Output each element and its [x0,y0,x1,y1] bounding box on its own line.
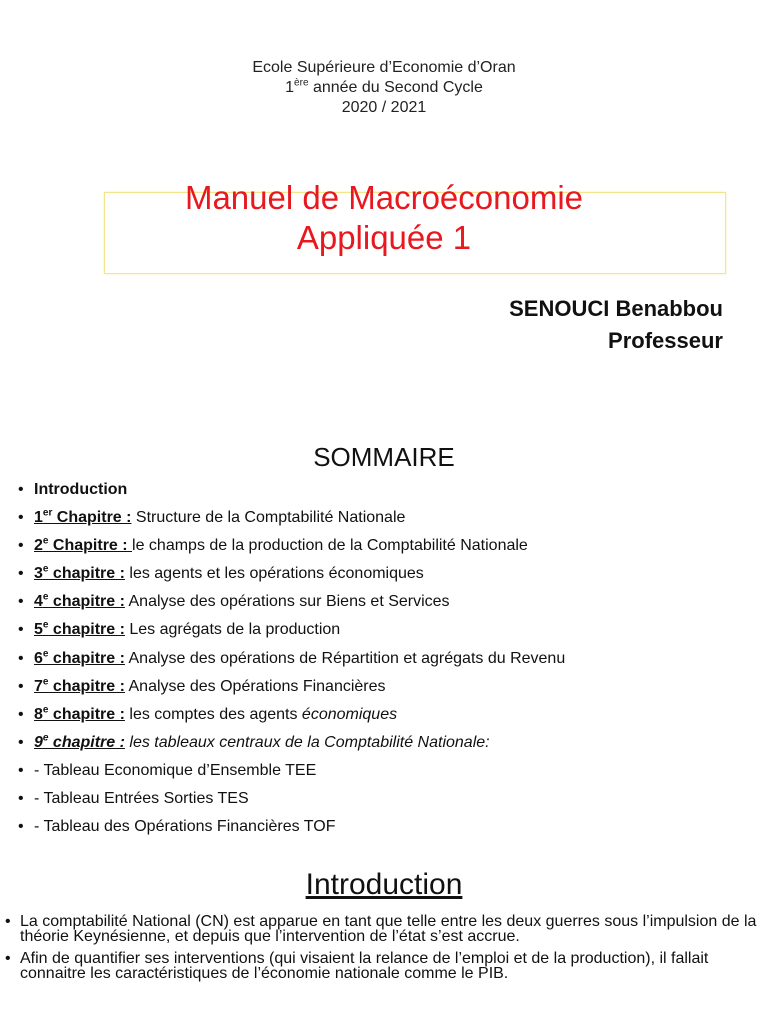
title-line-2: Appliquée 1 [296,219,472,256]
chapter-title: le champs de la production de la Comptabilité Nationale [132,537,528,555]
chapter-title: les comptes des agents [124,705,302,723]
chapter-label: 5e chapitre : [34,620,125,639]
title-line-1: Manuel de Macroéconomie [184,179,584,216]
study-year: 1ère année du Second Cycle [285,77,483,96]
author-block [509,293,723,357]
chapter-label: 2e Chapitre : [34,535,133,555]
chapter-title: les tableaux centraux de la Comptabilité Nationale: [124,733,490,751]
toc-item-chapter-7 [0,673,760,701]
intro-bullet: • La comptabilité National (CN) est apparue en tant que telle entre les deux guerres sous l’impulsion de la théorie Keynésienne, et depuis que l’intervention de l’état s’est accrue. [0,914,768,944]
introduction-title: Introduction [305,868,463,901]
toc-item-chapter-9 [0,729,760,757]
toc-item-chapter-8 [0,701,760,729]
chapter-label: 1er Chapitre : [34,507,132,527]
chapter-title-italic: économiques [301,705,398,723]
toc-item-table: • - Tableau Entrées Sorties TES [0,785,760,813]
chapter-title: les agents et les opérations économiques [124,565,424,583]
chapter-title: Analyse des Opérations Financières [124,677,386,695]
title-slide [0,0,768,420]
toc-item-chapter-4 [0,588,760,616]
document-title [0,178,768,258]
toc-item-chapter-2 [0,532,760,560]
toc-item-chapter-6 [0,645,760,673]
author-name: SENOUCI Benabbou [509,296,723,321]
toc-item-chapter-3 [0,560,760,588]
toc-item-chapter-5 [0,616,760,644]
toc-item-chapter-1 [0,504,760,532]
toc-item-table: • - Tableau Economique d’Ensemble TEE [0,757,760,785]
chapter-title: Analyse des opérations de Répartition et agrégats du Revenu [124,649,566,667]
school-name: Ecole Supérieure d’Economie d’Oran [252,59,516,76]
toc-item-introduction: • Introduction [0,476,760,504]
chapter-label: 8e chapitre : [34,704,125,723]
introduction-slide [0,862,768,1024]
summary-list [0,476,760,841]
toc-item-table: • - Tableau des Opérations Financières TOF [0,813,760,841]
chapter-label: 7e chapitre : [34,676,125,695]
slide-header [0,58,768,118]
academic-year: 2020 / 2021 [341,99,427,116]
chapter-label: 6e chapitre : [34,648,125,667]
chapter-title: Structure de la Comptabilité Nationale [131,509,406,527]
chapter-title: Les agrégats de la production [124,621,341,639]
chapter-label: 3e chapitre : [34,563,125,583]
chapter-label: 9e chapitre : [34,732,125,751]
chapter-label: 4e chapitre : [34,592,125,611]
author-role: Professeur [608,328,723,353]
summary-title: SOMMAIRE [313,442,455,472]
introduction-list [0,914,768,988]
intro-bullet: • Afin de quantifier ses interventions (qui visaient la relance de l’emploi et de la production), il fallait connaitre les caractéristiques de l’économie nationale comme le PIB. [0,951,768,981]
chapter-title: Analyse des opérations sur Biens et Services [124,593,450,611]
summary-slide [0,432,768,852]
